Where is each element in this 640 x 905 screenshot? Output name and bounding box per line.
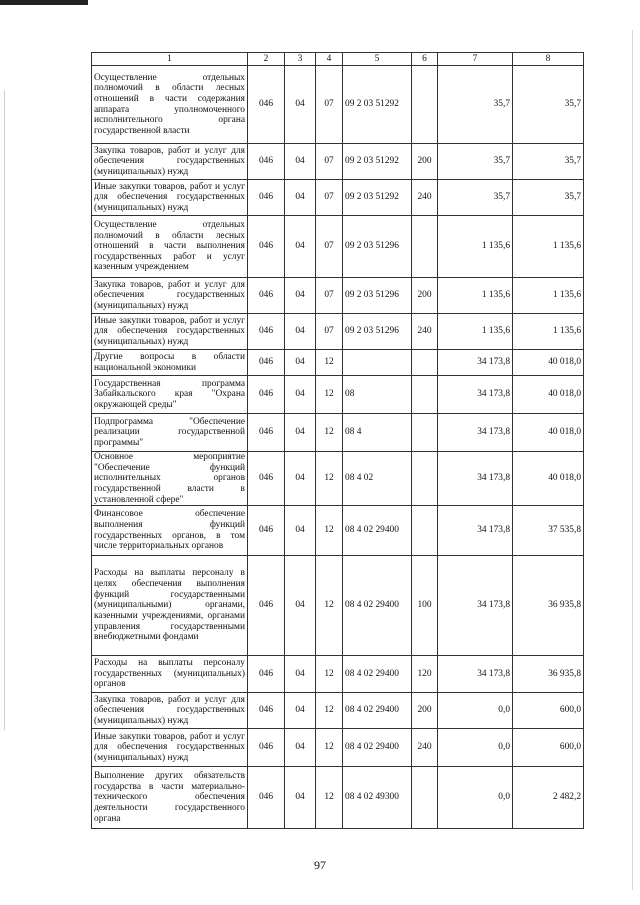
cell-subsection: 12 (316, 452, 343, 506)
cell-amount-1: 1 135,6 (438, 216, 513, 278)
cell-ministry: 046 (248, 452, 285, 506)
cell-ministry: 046 (248, 693, 285, 729)
cell-amount-1: 35,7 (438, 66, 513, 144)
cell-subsection: 07 (316, 144, 343, 180)
item-name: Финансовое обеспечение выполнения функций государственных органов, в том числе территориальных органов (92, 506, 248, 556)
cell-section: 04 (285, 66, 316, 144)
cell-amount-1: 0,0 (438, 767, 513, 829)
cell-amount-1: 34 173,8 (438, 506, 513, 556)
cell-expense-type (412, 506, 438, 556)
cell-amount-1: 1 135,6 (438, 278, 513, 314)
column-header: 6 (412, 53, 438, 66)
cell-section: 04 (285, 506, 316, 556)
table-row (92, 506, 584, 556)
cell-ministry: 046 (248, 376, 285, 414)
table-row (92, 278, 584, 314)
item-name: Основное мероприятие "Обеспечение функций исполнительных органов государственной власти в установленной сфере" (92, 452, 248, 506)
cell-expense-type: 100 (412, 556, 438, 656)
cell-ministry: 046 (248, 656, 285, 693)
item-name: Выполнение других обязательств государства в части материально-технического обеспечения деятельности государственного органа (92, 767, 248, 829)
cell-section: 04 (285, 452, 316, 506)
item-name: Другие вопросы в области национальной экономики (92, 350, 248, 376)
item-name: Осуществление отдельных полномочий в области лесных отношений в части содержания аппарата уполномоченного исполнительного органа государственной власти (92, 66, 248, 144)
item-name: Закупка товаров, работ и услуг для обеспечения государственных (муниципальных) нужд (92, 278, 248, 314)
cell-amount-1: 1 135,6 (438, 314, 513, 350)
cell-amount-1: 0,0 (438, 693, 513, 729)
table-row (92, 180, 584, 216)
cell-ministry: 046 (248, 556, 285, 656)
scan-edge-line (632, 30, 633, 890)
header-row (92, 53, 584, 66)
column-header: 4 (316, 53, 343, 66)
table-row (92, 729, 584, 767)
cell-section: 04 (285, 414, 316, 452)
cell-section: 04 (285, 144, 316, 180)
cell-expense-type: 240 (412, 729, 438, 767)
cell-expense-type: 240 (412, 180, 438, 216)
cell-amount-1: 34 173,8 (438, 350, 513, 376)
cell-subsection: 07 (316, 216, 343, 278)
cell-amount-2: 35,7 (513, 180, 584, 216)
cell-amount-1: 34 173,8 (438, 452, 513, 506)
column-header: 1 (92, 53, 248, 66)
item-name: Расходы на выплаты персоналу в целях обеспечения выполнения функций государственными (муниципальными) органами, казенными учреждениями, органами управления государственными внебюджетными фондами (92, 556, 248, 656)
cell-amount-2: 40 018,0 (513, 414, 584, 452)
cell-amount-2: 36 935,8 (513, 556, 584, 656)
cell-amount-2: 35,7 (513, 66, 584, 144)
table-row (92, 376, 584, 414)
cell-amount-2: 1 135,6 (513, 278, 584, 314)
cell-amount-2: 40 018,0 (513, 452, 584, 506)
cell-target-article: 09 2 03 51296 (343, 216, 412, 278)
cell-target-article: 09 2 03 51292 (343, 66, 412, 144)
cell-expense-type: 240 (412, 314, 438, 350)
scan-edge-line (4, 90, 5, 730)
scan-edge-mark (0, 0, 88, 5)
cell-section: 04 (285, 693, 316, 729)
cell-target-article: 09 2 03 51296 (343, 314, 412, 350)
table-row (92, 656, 584, 693)
cell-subsection: 07 (316, 314, 343, 350)
cell-ministry: 046 (248, 180, 285, 216)
table-row (92, 693, 584, 729)
cell-section: 04 (285, 350, 316, 376)
item-name: Расходы на выплаты персоналу государственных (муниципальных) органов (92, 656, 248, 693)
item-name: Закупка товаров, работ и услуг для обеспечения государственных (муниципальных) нужд (92, 144, 248, 180)
cell-subsection: 12 (316, 767, 343, 829)
page-number: 97 (314, 858, 326, 872)
cell-section: 04 (285, 556, 316, 656)
cell-ministry: 046 (248, 506, 285, 556)
cell-target-article: 08 (343, 376, 412, 414)
column-header: 7 (438, 53, 513, 66)
cell-expense-type: 200 (412, 144, 438, 180)
cell-amount-1: 34 173,8 (438, 376, 513, 414)
item-name: Осуществление отдельных полномочий в области лесных отношений в части выполнения государственных работ и услуг казенным учреждением (92, 216, 248, 278)
cell-subsection: 12 (316, 656, 343, 693)
cell-target-article: 08 4 02 (343, 452, 412, 506)
cell-target-article: 09 2 03 51292 (343, 180, 412, 216)
cell-subsection: 07 (316, 278, 343, 314)
cell-section: 04 (285, 278, 316, 314)
cell-ministry: 046 (248, 216, 285, 278)
cell-target-article: 08 4 02 29400 (343, 556, 412, 656)
cell-expense-type (412, 452, 438, 506)
cell-section: 04 (285, 767, 316, 829)
table-row (92, 314, 584, 350)
cell-section: 04 (285, 180, 316, 216)
item-name: Закупка товаров, работ и услуг для обеспечения государственных (муниципальных) нужд (92, 693, 248, 729)
cell-ministry: 046 (248, 414, 285, 452)
column-header: 5 (343, 53, 412, 66)
cell-amount-1: 35,7 (438, 144, 513, 180)
cell-amount-2: 36 935,8 (513, 656, 584, 693)
table-row (92, 66, 584, 144)
cell-amount-1: 0,0 (438, 729, 513, 767)
table-row (92, 767, 584, 829)
cell-expense-type (412, 66, 438, 144)
cell-ministry: 046 (248, 767, 285, 829)
cell-target-article: 08 4 02 29400 (343, 729, 412, 767)
cell-ministry: 046 (248, 350, 285, 376)
cell-amount-1: 34 173,8 (438, 556, 513, 656)
item-name: Подпрограмма "Обеспечение реализации государственной программы" (92, 414, 248, 452)
cell-target-article: 08 4 02 29400 (343, 656, 412, 693)
cell-expense-type (412, 376, 438, 414)
cell-ministry: 046 (248, 278, 285, 314)
cell-amount-2: 35,7 (513, 144, 584, 180)
cell-expense-type: 120 (412, 656, 438, 693)
cell-amount-2: 40 018,0 (513, 350, 584, 376)
cell-subsection: 12 (316, 376, 343, 414)
column-header: 3 (285, 53, 316, 66)
cell-subsection: 12 (316, 556, 343, 656)
cell-ministry: 046 (248, 66, 285, 144)
cell-section: 04 (285, 216, 316, 278)
table-row (92, 414, 584, 452)
column-header: 2 (248, 53, 285, 66)
cell-subsection: 12 (316, 350, 343, 376)
cell-expense-type (412, 767, 438, 829)
item-name: Иные закупки товаров, работ и услуг для обеспечения государственных (муниципальных) нужд (92, 729, 248, 767)
cell-amount-2: 40 018,0 (513, 376, 584, 414)
table-row (92, 556, 584, 656)
cell-target-article: 08 4 02 29400 (343, 693, 412, 729)
cell-ministry: 046 (248, 314, 285, 350)
cell-amount-2: 600,0 (513, 693, 584, 729)
column-header: 8 (513, 53, 584, 66)
cell-expense-type (412, 216, 438, 278)
cell-amount-1: 34 173,8 (438, 656, 513, 693)
cell-expense-type: 200 (412, 693, 438, 729)
cell-expense-type (412, 414, 438, 452)
cell-expense-type (412, 350, 438, 376)
table-row (92, 452, 584, 506)
cell-subsection: 12 (316, 729, 343, 767)
cell-target-article (343, 350, 412, 376)
cell-subsection: 12 (316, 506, 343, 556)
table-row (92, 144, 584, 180)
cell-target-article: 09 2 03 51292 (343, 144, 412, 180)
cell-section: 04 (285, 656, 316, 693)
cell-amount-1: 34 173,8 (438, 414, 513, 452)
item-name: Иные закупки товаров, работ и услуг для обеспечения государственных (муниципальных) нужд (92, 314, 248, 350)
cell-subsection: 12 (316, 693, 343, 729)
table-row (92, 216, 584, 278)
item-name: Иные закупки товаров, работ и услуг для обеспечения государственных (муниципальных) нужд (92, 180, 248, 216)
cell-subsection: 12 (316, 414, 343, 452)
item-name: Государственная программа Забайкальского края "Охрана окружающей среды" (92, 376, 248, 414)
cell-target-article: 08 4 (343, 414, 412, 452)
table-row (92, 350, 584, 376)
cell-expense-type: 200 (412, 278, 438, 314)
cell-amount-1: 35,7 (438, 180, 513, 216)
cell-target-article: 08 4 02 29400 (343, 506, 412, 556)
cell-subsection: 07 (316, 66, 343, 144)
cell-section: 04 (285, 376, 316, 414)
cell-ministry: 046 (248, 729, 285, 767)
cell-amount-2: 37 535,8 (513, 506, 584, 556)
cell-amount-2: 2 482,2 (513, 767, 584, 829)
cell-amount-2: 600,0 (513, 729, 584, 767)
cell-target-article: 08 4 02 49300 (343, 767, 412, 829)
cell-section: 04 (285, 314, 316, 350)
cell-section: 04 (285, 729, 316, 767)
cell-ministry: 046 (248, 144, 285, 180)
cell-amount-2: 1 135,6 (513, 216, 584, 278)
cell-amount-2: 1 135,6 (513, 314, 584, 350)
cell-subsection: 07 (316, 180, 343, 216)
cell-target-article: 09 2 03 51296 (343, 278, 412, 314)
budget-table (91, 52, 584, 829)
